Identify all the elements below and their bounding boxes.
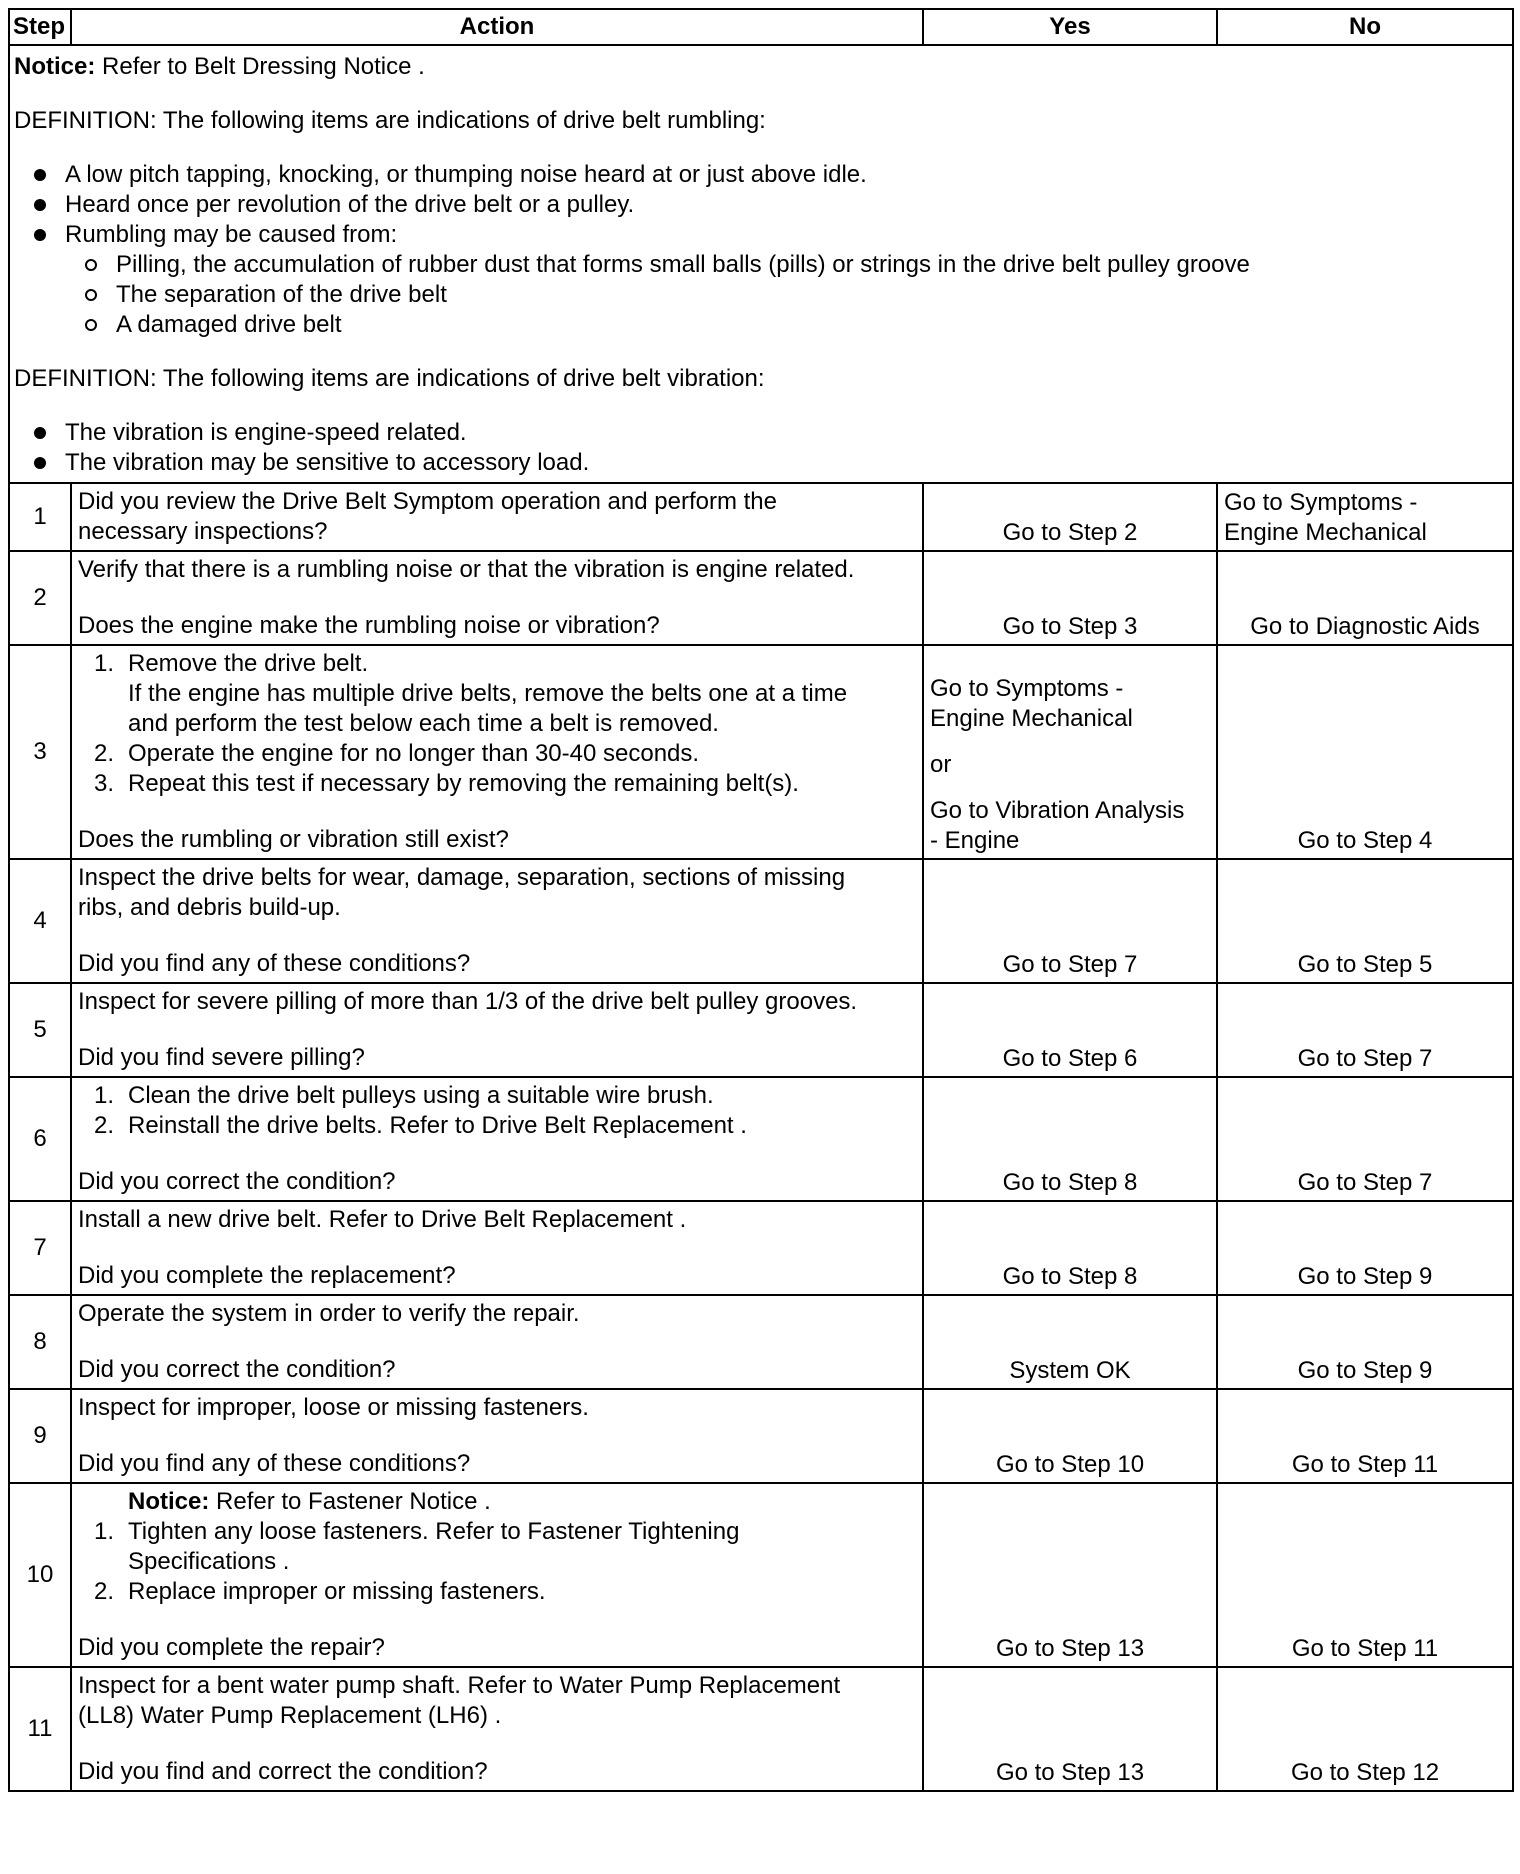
list-item: The vibration is engine-speed related. [34, 418, 1508, 448]
step-number: 6 [9, 1077, 71, 1201]
circle-bullet-icon [85, 259, 97, 271]
step-yes: Go to Symptoms - Engine Mechanical or Go to Vibration Analysis - Engine [923, 645, 1217, 859]
procedure-list [78, 1517, 916, 1607]
step-no: Go to Step 11 [1217, 1389, 1513, 1483]
step-yes: System OK [923, 1295, 1217, 1389]
list-item: 1. Remove the drive belt. If the engine has multiple drive belts, remove the belts one at a time and perform the test below each time a belt is removed. [94, 650, 848, 737]
vibration-list [14, 418, 1508, 478]
list-item: A low pitch tapping, knocking, or thumping noise heard at or just above idle. [34, 160, 1508, 190]
circle-bullet-icon [85, 319, 97, 331]
step-no: Go to Step 4 [1217, 645, 1513, 859]
step-no: Go to Step 9 [1217, 1295, 1513, 1389]
diagnostic-table-document [8, 8, 1512, 1866]
bullet-icon [34, 457, 46, 469]
step-action: Inspect the drive belts for wear, damage, separation, sections of missing ribs, and debris build-up. Did you find any of these conditions? [71, 859, 923, 983]
vibration-definition: DEFINITION: The following items are indications of drive belt vibration: [14, 365, 765, 392]
header-step: Step [9, 9, 71, 45]
table-row [9, 1077, 1513, 1201]
bullet-icon [34, 427, 46, 439]
list-item: 2. Reinstall the drive belts. Refer to Drive Belt Replacement . [94, 1112, 747, 1139]
step-number: 5 [9, 983, 71, 1077]
step-number: 8 [9, 1295, 71, 1389]
bullet-icon [34, 199, 46, 211]
step-number: 3 [9, 645, 71, 859]
list-item: The vibration may be sensitive to accessory load. [34, 448, 1508, 478]
table-row [9, 1201, 1513, 1295]
step-number: 1 [9, 483, 71, 551]
step-yes: Go to Step 6 [923, 983, 1217, 1077]
belt-dressing-notice: Notice: Refer to Belt Dressing Notice . [14, 53, 425, 80]
table-row [9, 983, 1513, 1077]
intro-row [9, 45, 1513, 483]
step-no: Go to Diagnostic Aids [1217, 551, 1513, 645]
list-item: 2. Replace improper or missing fasteners. [94, 1578, 546, 1605]
list-item: 1. Clean the drive belt pulleys using a suitable wire brush. [94, 1082, 714, 1109]
step-number: 11 [9, 1667, 71, 1791]
step-no: Go to Symptoms - Engine Mechanical [1217, 483, 1513, 551]
table-row [9, 551, 1513, 645]
bullet-icon [34, 169, 46, 181]
table-row [9, 645, 1513, 859]
step-yes: Go to Step 13 [923, 1483, 1217, 1667]
step-no: Go to Step 7 [1217, 983, 1513, 1077]
list-item: 2. Operate the engine for no longer than 30-40 seconds. [94, 740, 700, 767]
procedure-list [78, 649, 916, 799]
rumbling-definition: DEFINITION: The following items are indications of drive belt rumbling: [14, 107, 766, 134]
step-yes: Go to Step 13 [923, 1667, 1217, 1791]
list-item: The separation of the drive belt [85, 280, 1508, 310]
step-yes: Go to Step 8 [923, 1201, 1217, 1295]
list-item: Heard once per revolution of the drive belt or a pulley. [34, 190, 1508, 220]
step-number: 4 [9, 859, 71, 983]
header-row [9, 9, 1513, 45]
step-yes: Go to Step 3 [923, 551, 1217, 645]
step-action: 1. Remove the drive belt. If the engine has multiple drive belts, remove the belts one at a time and perform the test below each time a belt is removed. 2. Operate the engine for no longer than 30-40 seconds. 3. Repeat this test if necessary by removing the remaining belt(s). Does the rumbling or vibration still exist? [71, 645, 923, 859]
header-no: No [1217, 9, 1513, 45]
step-action: Notice: Refer to Fastener Notice . 1. Tighten any loose fasteners. Refer to Fastener Tightening Specifications . 2. Replace improper or missing fasteners. Did you complete the repair? [71, 1483, 923, 1667]
step-action: 1. Clean the drive belt pulleys using a suitable wire brush. 2. Reinstall the drive belts. Refer to Drive Belt Replacement . Did you correct the condition? [71, 1077, 923, 1201]
step-number: 7 [9, 1201, 71, 1295]
step-action: Inspect for severe pilling of more than 1/3 of the drive belt pulley grooves. Did you find severe pilling? [71, 983, 923, 1077]
rumbling-list [14, 160, 1508, 340]
header-action: Action [71, 9, 923, 45]
procedure-list [78, 1081, 916, 1141]
list-item: Pilling, the accumulation of rubber dust that forms small balls (pills) or strings in the drive belt pulley groove [85, 250, 1508, 280]
circle-bullet-icon [85, 289, 97, 301]
list-item: 1. Tighten any loose fasteners. Refer to Fastener Tightening Specifications . [94, 1518, 740, 1575]
step-no: Go to Step 11 [1217, 1483, 1513, 1667]
step-yes: Go to Step 8 [923, 1077, 1217, 1201]
step-yes: Go to Step 2 [923, 483, 1217, 551]
diagnostic-table [8, 8, 1514, 1792]
table-row [9, 859, 1513, 983]
list-item: Rumbling may be caused from: Pilling, the accumulation of rubber dust that forms small balls (pills) or strings in the drive belt pulley groove The separation of the drive belt A damaged drive belt [34, 220, 1508, 340]
table-row [9, 483, 1513, 551]
table-row [9, 1667, 1513, 1791]
step-yes: Go to Step 7 [923, 859, 1217, 983]
step-action: Install a new drive belt. Refer to Drive Belt Replacement . Did you complete the replacement? [71, 1201, 923, 1295]
step-no: Go to Step 9 [1217, 1201, 1513, 1295]
step-number: 2 [9, 551, 71, 645]
table-row [9, 1295, 1513, 1389]
step-number: 10 [9, 1483, 71, 1667]
table-row [9, 1483, 1513, 1667]
step-yes: Go to Step 10 [923, 1389, 1217, 1483]
step-action: Operate the system in order to verify the repair. Did you correct the condition? [71, 1295, 923, 1389]
step-action: Inspect for improper, loose or missing fasteners. Did you find any of these conditions? [71, 1389, 923, 1483]
step-no: Go to Step 5 [1217, 859, 1513, 983]
bullet-icon [34, 229, 46, 241]
step-action: Did you review the Drive Belt Symptom operation and perform the necessary inspections? [71, 483, 923, 551]
step-no: Go to Step 12 [1217, 1667, 1513, 1791]
rumbling-causes-list [65, 250, 1508, 340]
list-item: 3. Repeat this test if necessary by removing the remaining belt(s). [94, 770, 799, 797]
step-action: Verify that there is a rumbling noise or that the vibration is engine related. Does the engine make the rumbling noise or vibration? [71, 551, 923, 645]
intro-cell [9, 45, 1513, 483]
step-action: Inspect for a bent water pump shaft. Refer to Water Pump Replacement (LL8) Water Pump Replacement (LH6) . Did you find and correct the condition? [71, 1667, 923, 1791]
step-no: Go to Step 7 [1217, 1077, 1513, 1201]
table-row [9, 1389, 1513, 1483]
step-number: 9 [9, 1389, 71, 1483]
fastener-notice: Notice: Refer to Fastener Notice . [128, 1488, 491, 1515]
header-yes: Yes [923, 9, 1217, 45]
list-item: A damaged drive belt [85, 310, 1508, 340]
